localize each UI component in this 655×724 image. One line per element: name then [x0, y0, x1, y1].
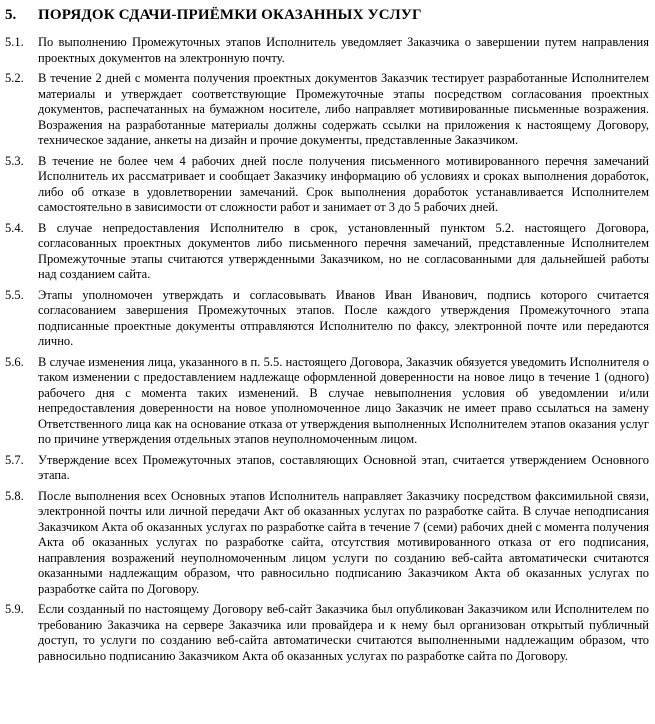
clause-text: Если созданный по настоящему Договору веб-сайт Заказчика был опубликован Заказчиком или Исполнителем по требованию Заказчика на сервере Заказчика или провайдера и к нему был организован открытый публичный доступ, то услуги по созданию веб-сайта автоматически считаются выполненными надлежащим образом, что равносильно подписанию Заказчиком Акта об оказанных услугах по разработке сайта по Договору. — [38, 602, 649, 663]
clause-5-5 — [5, 288, 649, 350]
clause-text: Утверждение всех Промежуточных этапов, составляющих Основной этап, считается утверждением Основного этапа. — [38, 452, 649, 482]
clause-number: 5.3. — [5, 153, 24, 168]
clause-5-6 — [5, 355, 649, 448]
clause-text: В случае изменения лица, указанного в п. 5.5. настоящего Договора, Заказчик обязуется уведомить Исполнителя о таком изменении с предоставлением надлежаще оформленной доверенности на новое лицо в течение 1 (одного) рабочего дня с момента таких изменений. В случае невыполнения условия об уведомлении и/или непредоставления доверенности на новое уполномоченное лицо Заказчик не имеет право ссылаться на замену Ответственного лица как на основание отказа от утверждения выполненных Исполнителем этапов оказания услуг по причине утверждения отдельных этапов неуполномоченным лицом. — [38, 354, 649, 446]
clause-text: В случае непредоставления Исполнителю в срок, установленный пунктом 5.2. настоящего Договора, согласованных проектных документов либо письменного перечня замечаний, представленные Исполнителем Промежуточные этапы считаются утвержденными Заказчиком, но не согласованными для дальнейшей работы над созданием сайта. — [38, 220, 649, 281]
section-number: 5. — [5, 7, 17, 23]
clause-5-1 — [5, 35, 649, 66]
clause-5-7 — [5, 453, 649, 484]
page-title: ПОРЯДОК СДАЧИ-ПРИЁМКИ ОКАЗАННЫХ УСЛУГ — [38, 7, 422, 23]
clause-5-3 — [5, 154, 649, 216]
clause-text: Этапы уполномочен утверждать и согласовывать Иванов Иван Иванович, подпись которого считается согласованием завершения Промежуточных этапов. После каждого утверждения Промежуточного этапа подписанные проектные документы отправляются Исполнителю по факсу, электронной почте или передаются лично. — [38, 287, 649, 348]
clause-5-8 — [5, 489, 649, 598]
clause-number: 5.1. — [5, 35, 24, 49]
clause-number: 5.6. — [5, 354, 24, 369]
clause-text: В течение не более чем 4 рабочих дней после получения письменного мотивированного перечня замечаний Исполнитель их рассматривает и сообщает Заказчику информацию об условиях и сроках выполнения доработок, либо об отказе в удовлетворении замечаний. Срок выполнения доработок устанавливается Исполнителем самостоятельно в зависимости от сложности работ и занимает от 3 до 5 рабочих дней. — [38, 153, 649, 214]
clause-number: 5.8. — [5, 488, 24, 503]
clause-number: 5.9. — [5, 602, 24, 616]
clause-number: 5.5. — [5, 287, 24, 302]
clause-text: По выполнению Промежуточных этапов Исполнитель уведомляет Заказчика о завершении путем направления проектных документов на электронную почту. — [38, 35, 649, 65]
clause-text: В течение 2 дней с момента получения проектных документов Заказчик тестирует разработанные Исполнителем материалы и утверждает соответствующие Промежуточные этапы посредством согласования проектных документов, распечатанных на бумажном носителе, либо направляет мотивированные письменные возражения. Возражения на разработанные материалы должны содержать ссылки на приложения к настоящему Договору, техническое задание, анкеты на дизайн и прочие документы, представленные Заказчиком. — [38, 71, 649, 147]
section-heading — [5, 6, 649, 24]
clause-number: 5.4. — [5, 220, 24, 235]
clause-5-9 — [5, 602, 649, 664]
clause-number: 5.7. — [5, 452, 24, 467]
clause-number: 5.2. — [5, 71, 24, 85]
clause-text: После выполнения всех Основных этапов Исполнитель направляет Заказчику посредством факсимильной связи, электронной почты или личной передачи Акт об оказанных услугах по разработке сайта. В случае неподписания Заказчиком Акта об оказанных услугах по разработке сайта в течение 7 (семи) рабочих дней с момента получения Акта об оказанных услугах по разработке сайта, отсутствия мотивированного отказа от его подписания, направления возражений неуполномоченным лицом услуги по созданию веб-сайта автоматически считаются оказанными надлежащим образом, что равносильно подписанию Заказчиком Акта об оказанных услугах по разработке сайта по Договору. — [38, 488, 649, 596]
clause-5-4 — [5, 221, 649, 283]
clause-5-2 — [5, 71, 649, 149]
